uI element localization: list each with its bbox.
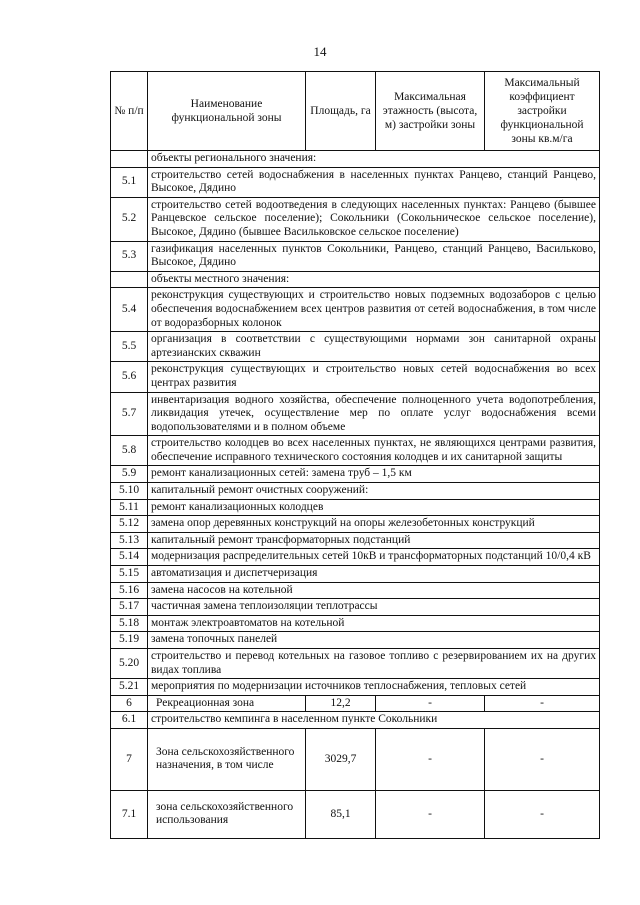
zone-max-coefficient: - — [485, 695, 600, 712]
row-text: ремонт канализационных сетей: замена труб – 1,5 км — [148, 466, 600, 483]
header-max-coefficient: Максимальный коэффициент застройки функциональной зоны кв.м/га — [485, 72, 600, 151]
table-row — [111, 712, 600, 729]
zone-area: 85,1 — [306, 790, 376, 838]
row-text: инвентаризация водного хозяйства, обеспечение полноценного учета водопотребления, ликвидация утечек, осуществление мер по оплате услуг водоснабжения всеми водопользователями и в полном объеме — [148, 392, 600, 436]
row-text: модернизация распределительных сетей 10кВ и трансформаторных подстанций 10/0,4 кВ — [148, 549, 600, 566]
table-row — [111, 632, 600, 649]
table-row — [111, 649, 600, 679]
table-row — [111, 679, 600, 696]
zone-max-floors: - — [376, 695, 485, 712]
row-number: 5.1 — [111, 167, 148, 197]
table-header-row — [111, 72, 600, 151]
row-number: 5.13 — [111, 532, 148, 549]
table-row — [111, 271, 600, 288]
row-number — [111, 271, 148, 288]
row-text: монтаж электроавтоматов на котельной — [148, 615, 600, 632]
row-number: 7.1 — [111, 790, 148, 838]
table-row — [111, 197, 600, 241]
row-text: замена опор деревянных конструкций на опоры железобетонных конструкций — [148, 516, 600, 533]
table-row — [111, 582, 600, 599]
row-text: частичная замена теплоизоляции теплотрассы — [148, 599, 600, 616]
table-row — [111, 151, 600, 168]
zone-area: 3029,7 — [306, 728, 376, 790]
row-number: 5.6 — [111, 362, 148, 392]
row-text: автоматизация и диспетчеризация — [148, 566, 600, 583]
table-row — [111, 566, 600, 583]
header-max-floors: Максимальная этажность (высота, м) застройки зоны — [376, 72, 485, 151]
table-row — [111, 332, 600, 362]
row-number: 6.1 — [111, 712, 148, 729]
zone-max-floors: - — [376, 790, 485, 838]
zone-max-floors: - — [376, 728, 485, 790]
table-row — [111, 436, 600, 466]
row-text: ремонт канализационных колодцев — [148, 499, 600, 516]
row-text: строительство сетей водоснабжения в населенных пунктах Ранцево, станций Ранцево, Высокое, Дядино — [148, 167, 600, 197]
header-number: № п/п — [111, 72, 148, 151]
table-row — [111, 362, 600, 392]
zone-name: Рекреационная зона — [148, 695, 306, 712]
zone-row-agricultural-use — [111, 790, 600, 838]
row-text: мероприятия по модернизации источников теплоснабжения, тепловых сетей — [148, 679, 600, 696]
zones-table — [110, 71, 600, 839]
row-text: газификация населенных пунктов Сокольники, Ранцево, станций Ранцево, Васильково, Высокое, Дядино — [148, 241, 600, 271]
row-text: объекты местного значения: — [148, 271, 600, 288]
table-row — [111, 466, 600, 483]
row-text: организация в соответствии с существующими нормами зон санитарной охраны артезианских скважин — [148, 332, 600, 362]
zone-row-agricultural — [111, 728, 600, 790]
table-row — [111, 499, 600, 516]
table-row — [111, 167, 600, 197]
row-number: 5.19 — [111, 632, 148, 649]
row-number: 6 — [111, 695, 148, 712]
row-text: реконструкция существующих и строительство новых сетей водоснабжения во всех центрах развития — [148, 362, 600, 392]
row-number: 5.3 — [111, 241, 148, 271]
row-number: 5.8 — [111, 436, 148, 466]
header-zone-name: Наименование функциональной зоны — [148, 72, 306, 151]
row-number: 5.15 — [111, 566, 148, 583]
table-row — [111, 483, 600, 500]
row-text: строительство кемпинга в населенном пункте Сокольники — [148, 712, 600, 729]
row-number: 5.11 — [111, 499, 148, 516]
row-number: 5.14 — [111, 549, 148, 566]
row-text: замена топочных панелей — [148, 632, 600, 649]
row-text: объекты регионального значения: — [148, 151, 600, 168]
zone-name: зона сельскохозяйственного использования — [148, 790, 306, 838]
row-text: строительство и перевод котельных на газовое топливо с резервированием их на других видах топлива — [148, 649, 600, 679]
row-text: капитальный ремонт очистных сооружений: — [148, 483, 600, 500]
table-row — [111, 599, 600, 616]
table-row — [111, 241, 600, 271]
row-text: капитальный ремонт трансформаторных подстанций — [148, 532, 600, 549]
row-number: 5.10 — [111, 483, 148, 500]
row-number: 5.7 — [111, 392, 148, 436]
zone-area: 12,2 — [306, 695, 376, 712]
zone-max-coefficient: - — [485, 790, 600, 838]
row-text: замена насосов на котельной — [148, 582, 600, 599]
row-number: 5.12 — [111, 516, 148, 533]
page-number: 14 — [313, 44, 327, 59]
row-number: 5.5 — [111, 332, 148, 362]
table-row — [111, 549, 600, 566]
row-number: 5.4 — [111, 288, 148, 332]
row-number: 5.17 — [111, 599, 148, 616]
table-row — [111, 288, 600, 332]
header-area: Площадь, га — [306, 72, 376, 151]
row-text: реконструкция существующих и строительство новых подземных водозаборов с целью обеспечения водоснабжением всех центров развития от сетей водоснабжения, в том числе от водоразборных колонок — [148, 288, 600, 332]
table-row — [111, 532, 600, 549]
row-number: 5.18 — [111, 615, 148, 632]
row-text: строительство сетей водоотведения в следующих населенных пунктах: Ранцево (бывшее Ранцевское сельское поселение); Сокольники (Сокольническое сельское поселение), Высокое, Дядино (бывшее Васильковское сельское поселение) — [148, 197, 600, 241]
row-number — [111, 151, 148, 168]
row-number: 5.21 — [111, 679, 148, 696]
table-row — [111, 516, 600, 533]
row-number: 5.16 — [111, 582, 148, 599]
row-text: строительство колодцев во всех населенных пунктах, не являющихся центрами развития, обеспечение исправного технического состояния колодцев и их санитарной защиты — [148, 436, 600, 466]
zone-max-coefficient: - — [485, 728, 600, 790]
table-row — [111, 615, 600, 632]
row-number: 5.2 — [111, 197, 148, 241]
row-number: 5.20 — [111, 649, 148, 679]
zone-row-recreational — [111, 695, 600, 712]
row-number: 5.9 — [111, 466, 148, 483]
row-number: 7 — [111, 728, 148, 790]
zone-name: Зона сельскохозяйственного назначения, в том числе — [148, 728, 306, 790]
table-row — [111, 392, 600, 436]
